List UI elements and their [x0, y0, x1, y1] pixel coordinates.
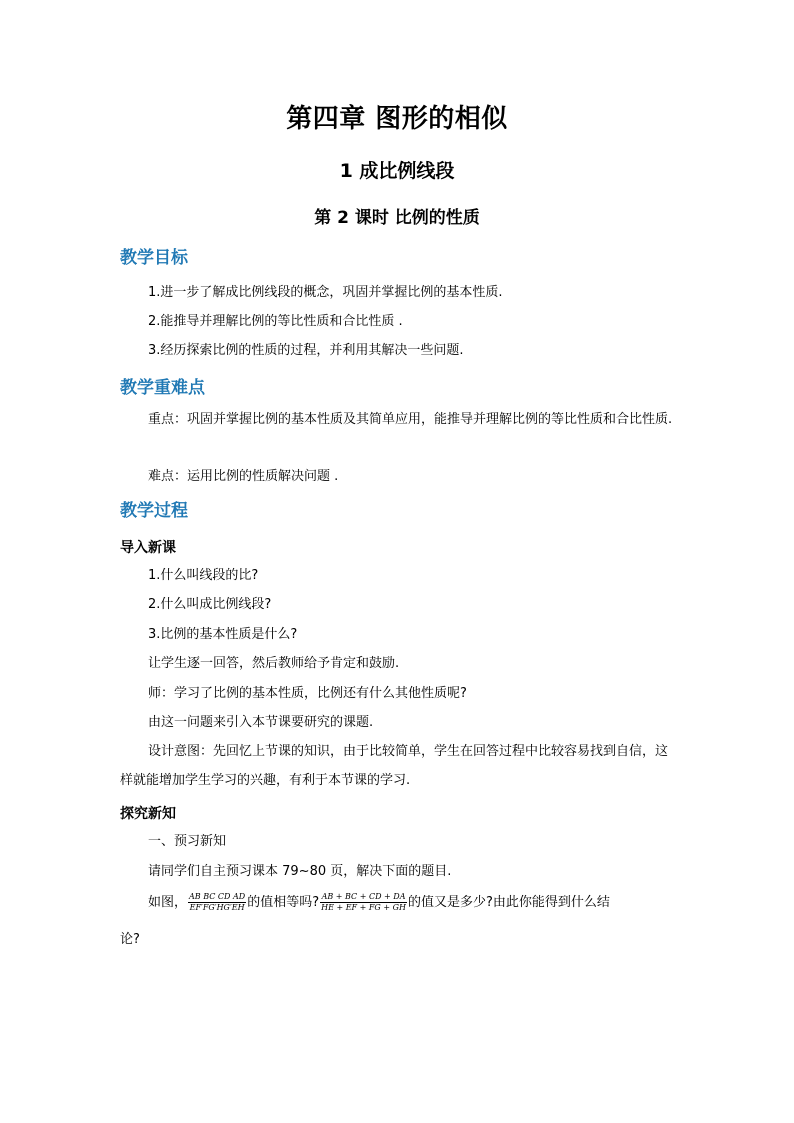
ratio-fraction-2: [320, 892, 407, 913]
preview-text: 请同学们自主预习课本 79~80 页，解决下面的题目.: [148, 864, 452, 879]
question-continuation: 论?: [120, 932, 140, 947]
lesson-title: 第 2 课时 比例的性质: [314, 208, 480, 228]
question-prefix: 如图，: [148, 895, 188, 910]
objective-item: 3.经历探索比例的性质的过程，并利用其解决一些问题.: [148, 343, 464, 358]
intro-line: 1.什么叫线段的比?: [148, 568, 259, 583]
fraction-denominator: EF′FG′HG′EH: [189, 903, 245, 912]
chapter-title: 第四章 图形的相似: [286, 104, 508, 134]
objectives-heading: 教学目标: [120, 248, 188, 268]
ratio-fraction-1: [188, 892, 246, 913]
question-suffix: 的值又是多少?由此你能得到什么结: [407, 895, 610, 910]
intro-line: 2.什么叫成比例线段?: [148, 597, 272, 612]
fraction-denominator: HE + EF + FG + GH: [321, 903, 406, 912]
design-intent-text: 设计意图：先回忆上节课的知识，由于比较简单，学生在回答过程中比较容易找到自信，这样就能增加学生学习的兴趣，有利于本节课的学习.: [120, 744, 669, 788]
fraction-numerator: AB BC CD AD: [189, 892, 246, 901]
part-label: 一、预习新知: [148, 834, 227, 849]
intro-line: 师：学习了比例的基本性质，比例还有什么其他性质呢?: [148, 686, 467, 701]
objective-item: 2.能推导并理解比例的等比性质和合比性质 .: [148, 314, 403, 329]
intro-line: 3.比例的基本性质是什么?: [148, 627, 298, 642]
process-heading: 教学过程: [120, 501, 188, 521]
section-title: 1 成比例线段: [339, 160, 455, 182]
intro-line: 由这一问题来引入本节课要研究的课题.: [148, 715, 374, 730]
fraction-numerator: AB + BC + CD + DA: [321, 892, 406, 901]
difficulty-text: 难点：运用比例的性质解决问题 .: [148, 469, 339, 484]
key-point-text: 重点：巩固并掌握比例的基本性质及其简单应用，能推导并理解比例的等比性质和合比性质.: [148, 412, 673, 427]
objective-item: 1.进一步了解成比例线段的概念，巩固并掌握比例的基本性质.: [148, 285, 503, 300]
question-line: [148, 890, 610, 916]
intro-heading: 导入新课: [120, 540, 176, 556]
question-mid: 的值相等吗?: [247, 895, 320, 910]
intro-line: 让学生逐一回答，然后教师给予肯定和鼓励.: [148, 656, 400, 671]
explore-heading: 探究新知: [120, 806, 176, 822]
key-points-heading: 教学重难点: [120, 378, 205, 398]
